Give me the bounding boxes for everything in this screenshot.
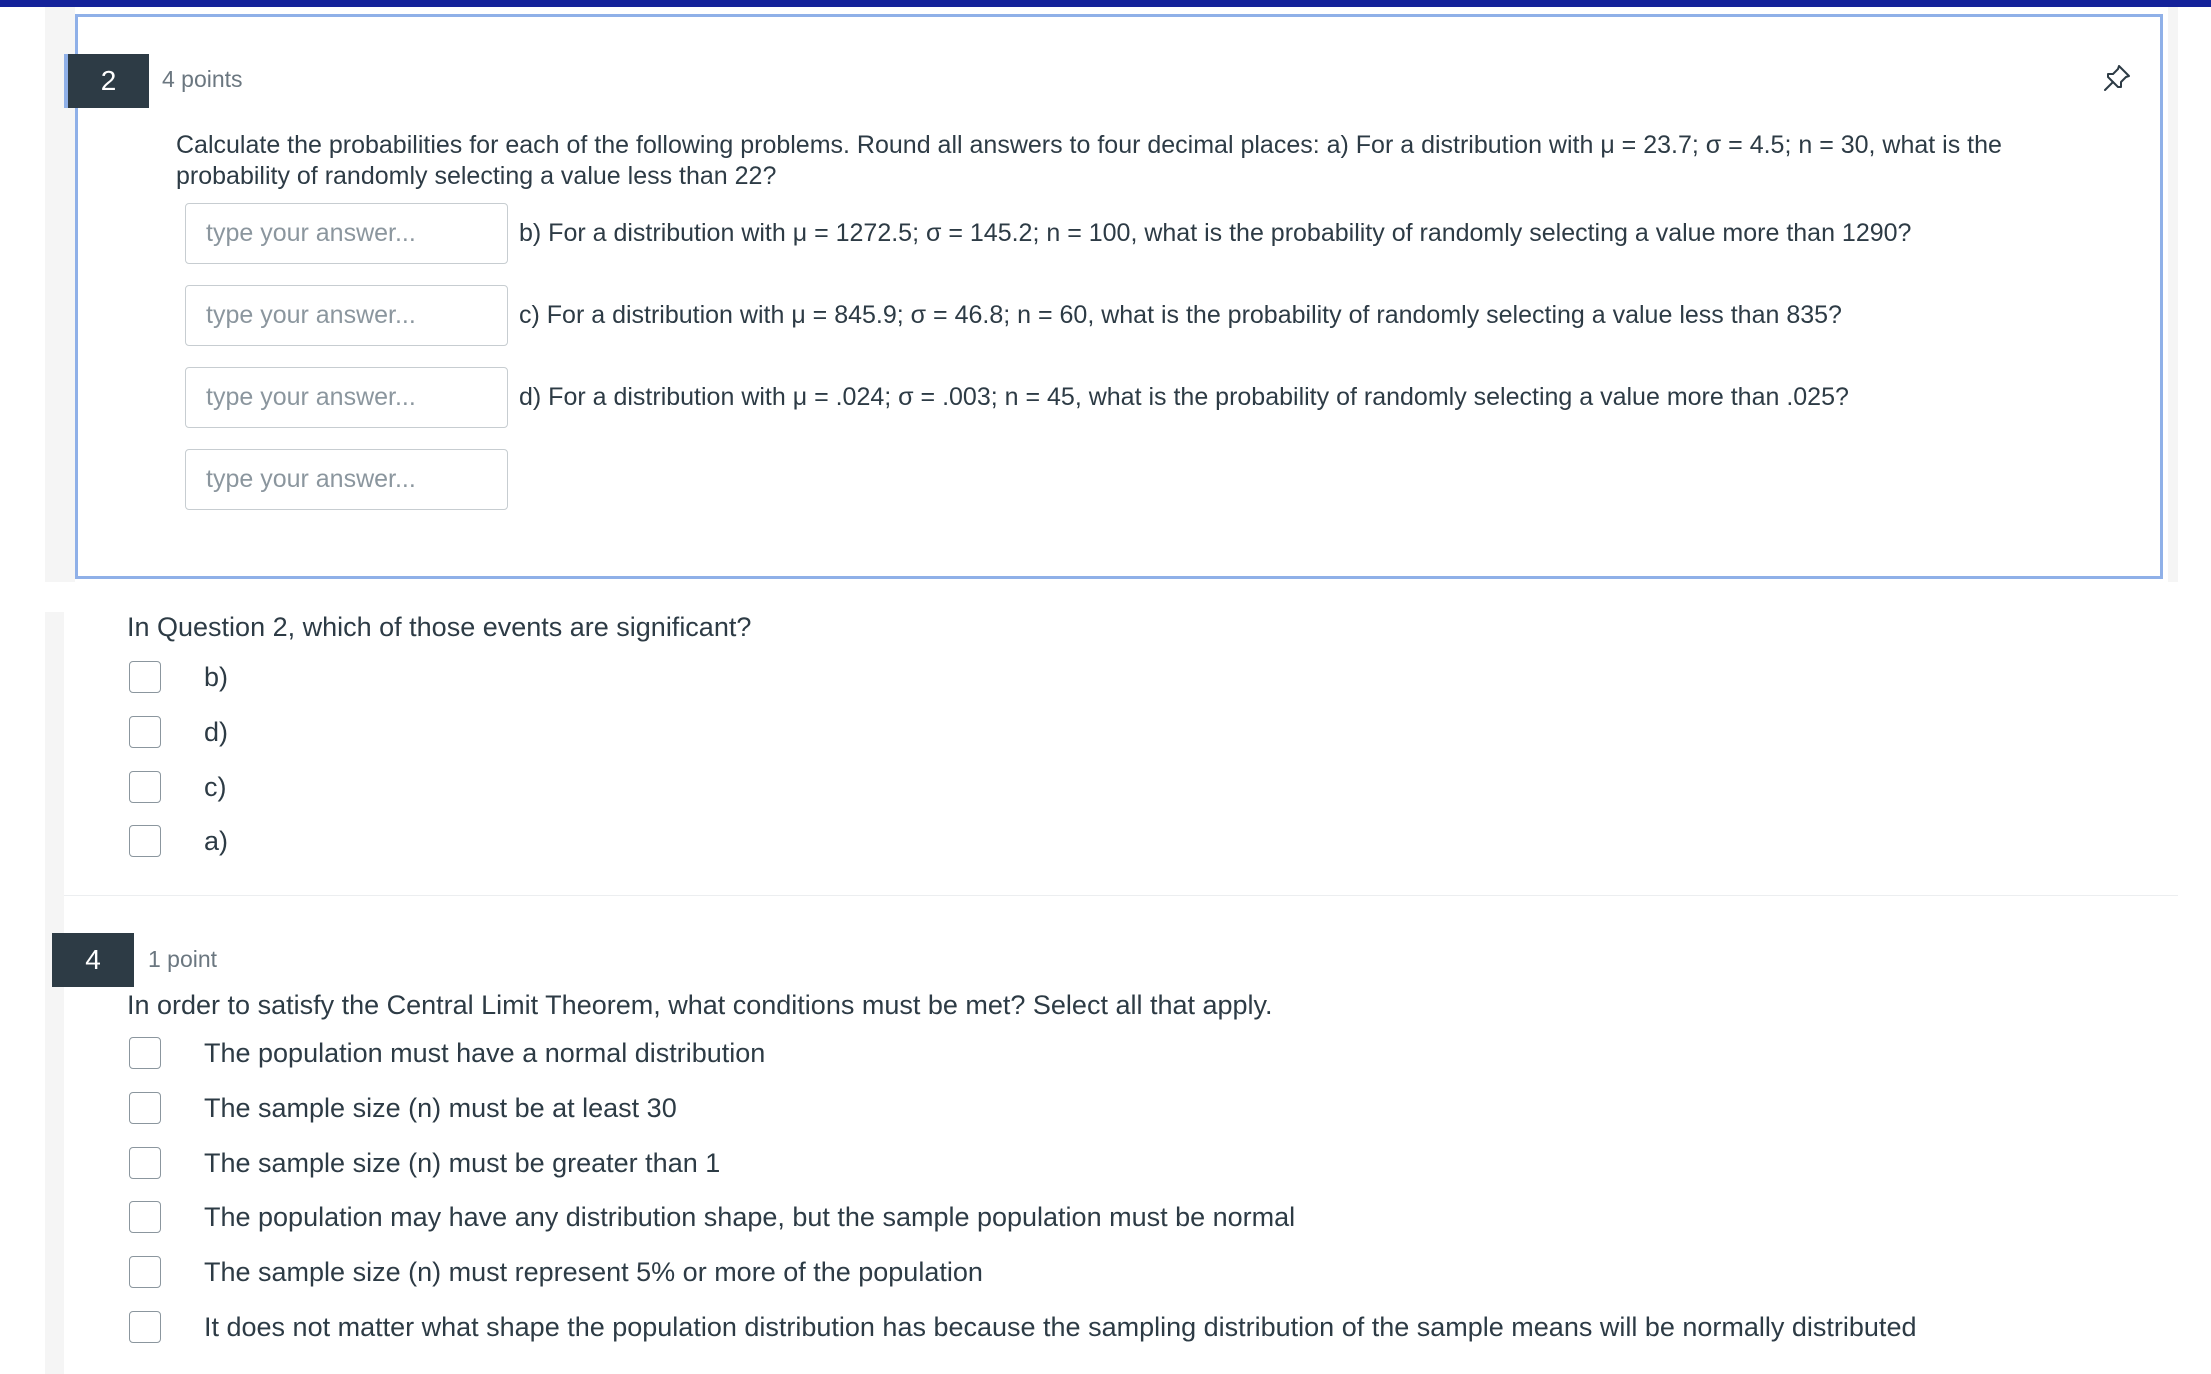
option-label: The sample size (n) must represent 5% or more of the population — [204, 1256, 983, 1287]
option-label: The sample size (n) must be greater than 1 — [204, 1147, 721, 1178]
checkbox[interactable] — [129, 661, 161, 693]
question-2-number: 2 — [68, 54, 149, 108]
question-2-prompt: Calculate the probabilities for each of the following problems. Round all answers to four decimal places: a) For a distribution with μ = 23.7; σ = 4.5; n = 30, what is the probability of randomly selecting a value less than 22? — [176, 131, 2002, 190]
checkbox[interactable] — [129, 1256, 161, 1288]
option-label: d) — [204, 716, 229, 747]
answer-input-c[interactable] — [185, 367, 508, 428]
option-label: The sample size (n) must be at least 30 — [204, 1092, 677, 1123]
option-label: The population must have a normal distribution — [204, 1037, 766, 1068]
pin-icon[interactable] — [2099, 60, 2135, 96]
question-4-points: 1 point — [148, 946, 218, 972]
checkbox[interactable] — [129, 1147, 161, 1179]
checkbox[interactable] — [129, 716, 161, 748]
answer-input-d[interactable] — [185, 449, 508, 510]
question-4-number: 4 — [52, 933, 134, 987]
option-label: It does not matter what shape the population distribution has because the sampling distribution of the sample means will be normally distributed — [204, 1311, 1917, 1342]
checkbox[interactable] — [129, 1092, 161, 1124]
checkbox[interactable] — [129, 1201, 161, 1233]
q4-option-1[interactable] — [129, 1035, 765, 1071]
answer-input-a[interactable] — [185, 203, 508, 264]
checkbox[interactable] — [129, 771, 161, 803]
question-4-prompt: In order to satisfy the Central Limit Theorem, what conditions must be met? Select all that apply. — [127, 990, 1273, 1020]
q3-option-b[interactable] — [129, 659, 228, 695]
option-label: The population may have any distribution shape, but the sample population must be normal — [204, 1201, 1296, 1232]
checkbox[interactable] — [129, 1037, 161, 1069]
option-label: c) — [204, 771, 227, 802]
q4-option-6[interactable] — [129, 1309, 1916, 1345]
checkbox[interactable] — [129, 1311, 161, 1343]
q3-option-d[interactable] — [129, 714, 228, 750]
q4-option-4[interactable] — [129, 1199, 1295, 1235]
q3-option-c[interactable] — [129, 769, 227, 805]
answer-input-b[interactable] — [185, 285, 508, 346]
checkbox[interactable] — [129, 825, 161, 857]
question-2-points: 4 points — [162, 66, 243, 92]
top-accent-bar — [0, 0, 2211, 7]
q4-option-2[interactable] — [129, 1090, 677, 1126]
question-2-part-c: c) For a distribution with μ = 845.9; σ = 46.8; n = 60, what is the probability of randomly selecting a value less than 835? — [519, 301, 1842, 329]
q4-option-3[interactable] — [129, 1145, 720, 1181]
question-2-part-b: b) For a distribution with μ = 1272.5; σ = 145.2; n = 100, what is the probability of randomly selecting a value more than 1290? — [519, 219, 1912, 247]
option-label: b) — [204, 661, 229, 692]
question-3-prompt: In Question 2, which of those events are significant? — [127, 612, 752, 642]
question-2-part-d: d) For a distribution with μ = .024; σ = .003; n = 45, what is the probability of randomly selecting a value more than .025? — [519, 383, 1849, 411]
right-gutter — [2168, 7, 2178, 582]
option-label: a) — [204, 825, 229, 856]
section-divider — [64, 895, 2178, 896]
q4-option-5[interactable] — [129, 1254, 983, 1290]
q3-option-a[interactable] — [129, 823, 228, 859]
left-gutter-lower — [45, 612, 64, 1374]
